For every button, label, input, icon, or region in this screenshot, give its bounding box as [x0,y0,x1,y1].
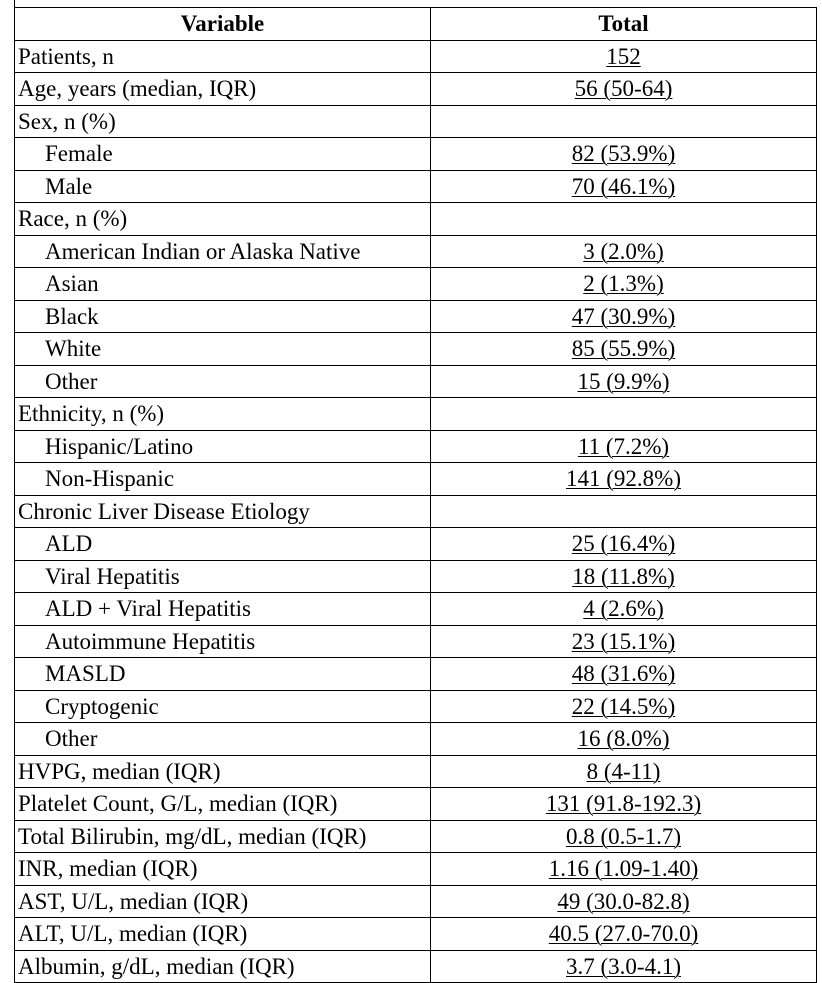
header-total: Total [431,8,817,41]
total-value-text: 23 (15.1%) [571,628,676,654]
row-variable-label: Non-Hispanic [15,463,431,496]
row-variable-label: INR, median (IQR) [15,853,431,886]
row-variable-label: Ethnicity, n (%) [15,398,431,431]
total-value-text: 8 (4-11) [586,758,661,784]
row-variable-label: Total Bilirubin, mg/dL, median (IQR) [15,820,431,853]
row-variable-label: Race, n (%) [15,203,431,236]
total-value-text: 47 (30.9%) [571,303,676,329]
row-variable-label: Autoimmune Hepatitis [15,625,431,658]
row-variable-label: MASLD [15,658,431,691]
table-header-row [15,8,817,41]
row-total-value [431,268,817,301]
row-total-value [431,560,817,593]
total-value-text: 11 (7.2%) [577,433,670,459]
table-row [15,430,817,463]
table-row [15,950,817,983]
row-variable-label: American Indian or Alaska Native [15,235,431,268]
total-value-text: 141 (92.8%) [566,466,681,492]
table-row [15,885,817,918]
table-row [15,495,817,528]
table-row [15,235,817,268]
table-row [15,755,817,788]
total-value-text: 22 (14.5%) [571,693,676,719]
row-variable-label: HVPG, median (IQR) [15,755,431,788]
row-variable-label: ALD [15,528,431,561]
table-row [15,300,817,333]
total-value-text: 82 (53.9%) [571,141,676,167]
row-variable-label: Albumin, g/dL, median (IQR) [15,950,431,983]
top-border-fragment [14,0,15,7]
row-variable-label: AST, U/L, median (IQR) [15,885,431,918]
row-variable-label: Sex, n (%) [15,105,431,138]
total-value-text: 1.16 (1.09-1.40) [548,856,699,882]
row-total-value [431,495,817,528]
table-row [15,788,817,821]
row-variable-label: ALD + Viral Hepatitis [15,593,431,626]
table-row [15,658,817,691]
row-total-value [431,40,817,73]
table-row [15,40,817,73]
header-variable: Variable [15,8,431,41]
table-row [15,138,817,171]
total-value-text: 2 (1.3%) [583,271,664,297]
total-value-text: 48 (31.6%) [571,661,676,687]
row-total-value [431,398,817,431]
total-value-text: 40.5 (27.0-70.0) [548,921,699,947]
total-value-text: 152 [606,43,641,69]
row-variable-label: White [15,333,431,366]
table-row [15,203,817,236]
total-value-text: 18 (11.8%) [572,563,675,589]
total-value-text: 131 (91.8-192.3) [545,791,702,817]
row-total-value [431,918,817,951]
total-value-text: 15 (9.9%) [577,368,670,394]
table-row [15,170,817,203]
total-value-text: 4 (2.6%) [583,596,664,622]
table-row [15,333,817,366]
row-total-value [431,853,817,886]
row-variable-label: Viral Hepatitis [15,560,431,593]
row-total-value [431,625,817,658]
total-value-text: 70 (46.1%) [571,173,676,199]
row-variable-label: Chronic Liver Disease Etiology [15,495,431,528]
total-value-text: 0.8 (0.5-1.7) [566,823,681,849]
table-row [15,528,817,561]
row-total-value [431,723,817,756]
row-variable-label: ALT, U/L, median (IQR) [15,918,431,951]
row-total-value [431,235,817,268]
row-total-value [431,658,817,691]
total-value-text: 56 (50-64) [574,76,673,102]
row-total-value [431,138,817,171]
total-value-text: 16 (8.0%) [577,726,670,752]
table-row [15,918,817,951]
row-total-value [431,73,817,106]
row-total-value [431,820,817,853]
table-row [15,820,817,853]
row-total-value [431,203,817,236]
row-total-value [431,755,817,788]
row-total-value [431,528,817,561]
row-variable-label: Male [15,170,431,203]
row-total-value [431,300,817,333]
table-row [15,398,817,431]
row-total-value [431,365,817,398]
table-row [15,365,817,398]
row-variable-label: Hispanic/Latino [15,430,431,463]
table-row [15,463,817,496]
row-variable-label: Cryptogenic [15,690,431,723]
row-variable-label: Black [15,300,431,333]
table-row [15,723,817,756]
table-row [15,560,817,593]
row-total-value [431,430,817,463]
row-total-value [431,950,817,983]
table-row [15,105,817,138]
total-value-text: 25 (16.4%) [571,531,676,557]
total-value-text: 3.7 (3.0-4.1) [566,953,681,979]
table-body [15,40,817,983]
table-row [15,73,817,106]
row-total-value [431,788,817,821]
table-row [15,853,817,886]
row-variable-label: Other [15,723,431,756]
row-total-value [431,333,817,366]
row-total-value [431,593,817,626]
patient-characteristics-table [14,7,817,983]
row-variable-label: Patients, n [15,40,431,73]
row-total-value [431,463,817,496]
row-total-value [431,885,817,918]
row-variable-label: Platelet Count, G/L, median (IQR) [15,788,431,821]
row-variable-label: Asian [15,268,431,301]
row-total-value [431,690,817,723]
row-total-value [431,170,817,203]
table-row [15,268,817,301]
row-variable-label: Age, years (median, IQR) [15,73,431,106]
row-variable-label: Other [15,365,431,398]
total-value-text: 3 (2.0%) [583,238,664,264]
row-variable-label: Female [15,138,431,171]
table-row [15,593,817,626]
row-total-value [431,105,817,138]
table-row [15,690,817,723]
table-row [15,625,817,658]
total-value-text: 49 (30.0-82.8) [557,888,690,914]
total-value-text: 85 (55.9%) [571,336,676,362]
